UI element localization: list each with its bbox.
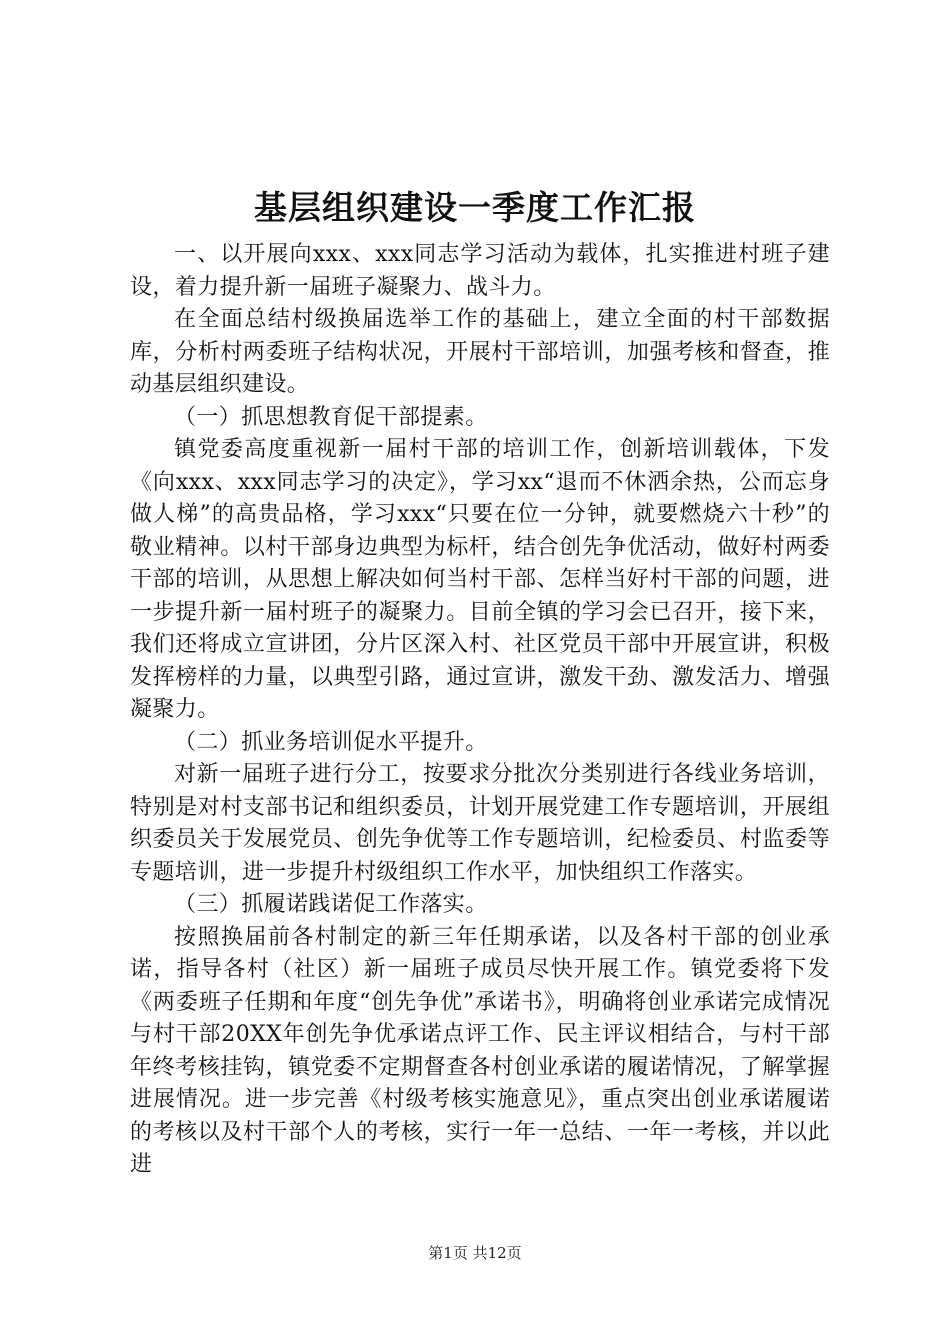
- subheading-training: （二）抓业务培训促水平提升。: [174, 729, 488, 755]
- paragraph-ideology: 镇党委高度重视新一届村干部的培训工作，创新培训载体，下发《向xxx、xxx同志学习的决定》，学习xx“退而不休洒余热，公而忘身做人梯”的高贵品格，学习xxx“只要在位一分钟，就要燃烧六十秒”的敬业精神。以村干部身边典型为标杆，结合创先争优活动，做好村两委干部的培训，从思想上解决如何当村干部、怎样当好村干部的问题，进一步提升新一届村班子的凝聚力。目前全镇的学习会已召开，接下来，我们还将成立宣讲团，分片区深入村、社区党员干部中开展宣讲，积极发挥榜样的力量，以典型引路，通过宣讲，激发干劲、激发活力、增强凝聚力。: [130, 437, 830, 722]
- paragraph-section-one: 一、以开展向xxx、xxx同志学习活动为载体，扎实推进村班子建设，着力提升新一届班子凝聚力、战斗力。: [130, 242, 830, 300]
- subheading-ideology: （一）抓思想教育促干部提素。: [174, 404, 488, 430]
- document-body: [130, 239, 830, 1182]
- subheading-commitment: （三）抓履诺践诺促工作落实。: [174, 892, 488, 917]
- document-title: 基层组织建设一季度工作汇报: [254, 188, 696, 227]
- page-footer: 第1页 共12页: [428, 1244, 522, 1262]
- paragraph-commitment: 按照换届前各村制定的新三年任期承诺，以及各村干部的创业承诺，指导各村（社区）新一届班子成员尽快开展工作。镇党委将下发《两委班子任期和年度“创先争优”承诺书》，明确将创业承诺完成情况与村干部20XX年创先争优承诺点评工作、民主评议相结合，与村干部年终考核挂钩，镇党委不定期督查各村创业承诺的履诺情况，了解掌握进展情况。进一步完善《村级考核实施意见》，重点突出创业承诺履诺的考核以及村干部个人的考核，实行一年一总结、一年一考核，并以此进: [130, 924, 830, 1177]
- paragraph-intro: 在全面总结村级换届选举工作的基础上，建立全面的村干部数据库，分析村两委班子结构状况，开展村干部培训，加强考核和督查，推动基层组织建设。: [130, 307, 830, 397]
- paragraph-training: 对新一届班子进行分工，按要求分批次分类别进行各线业务培训，特别是对村支部书记和组织委员，计划开展党建工作专题培训，开展组织委员关于发展党员、创先争优等工作专题培训，纪检委员、村监委等专题培训，进一步提升村级组织工作水平，加快组织工作落实。: [130, 762, 830, 885]
